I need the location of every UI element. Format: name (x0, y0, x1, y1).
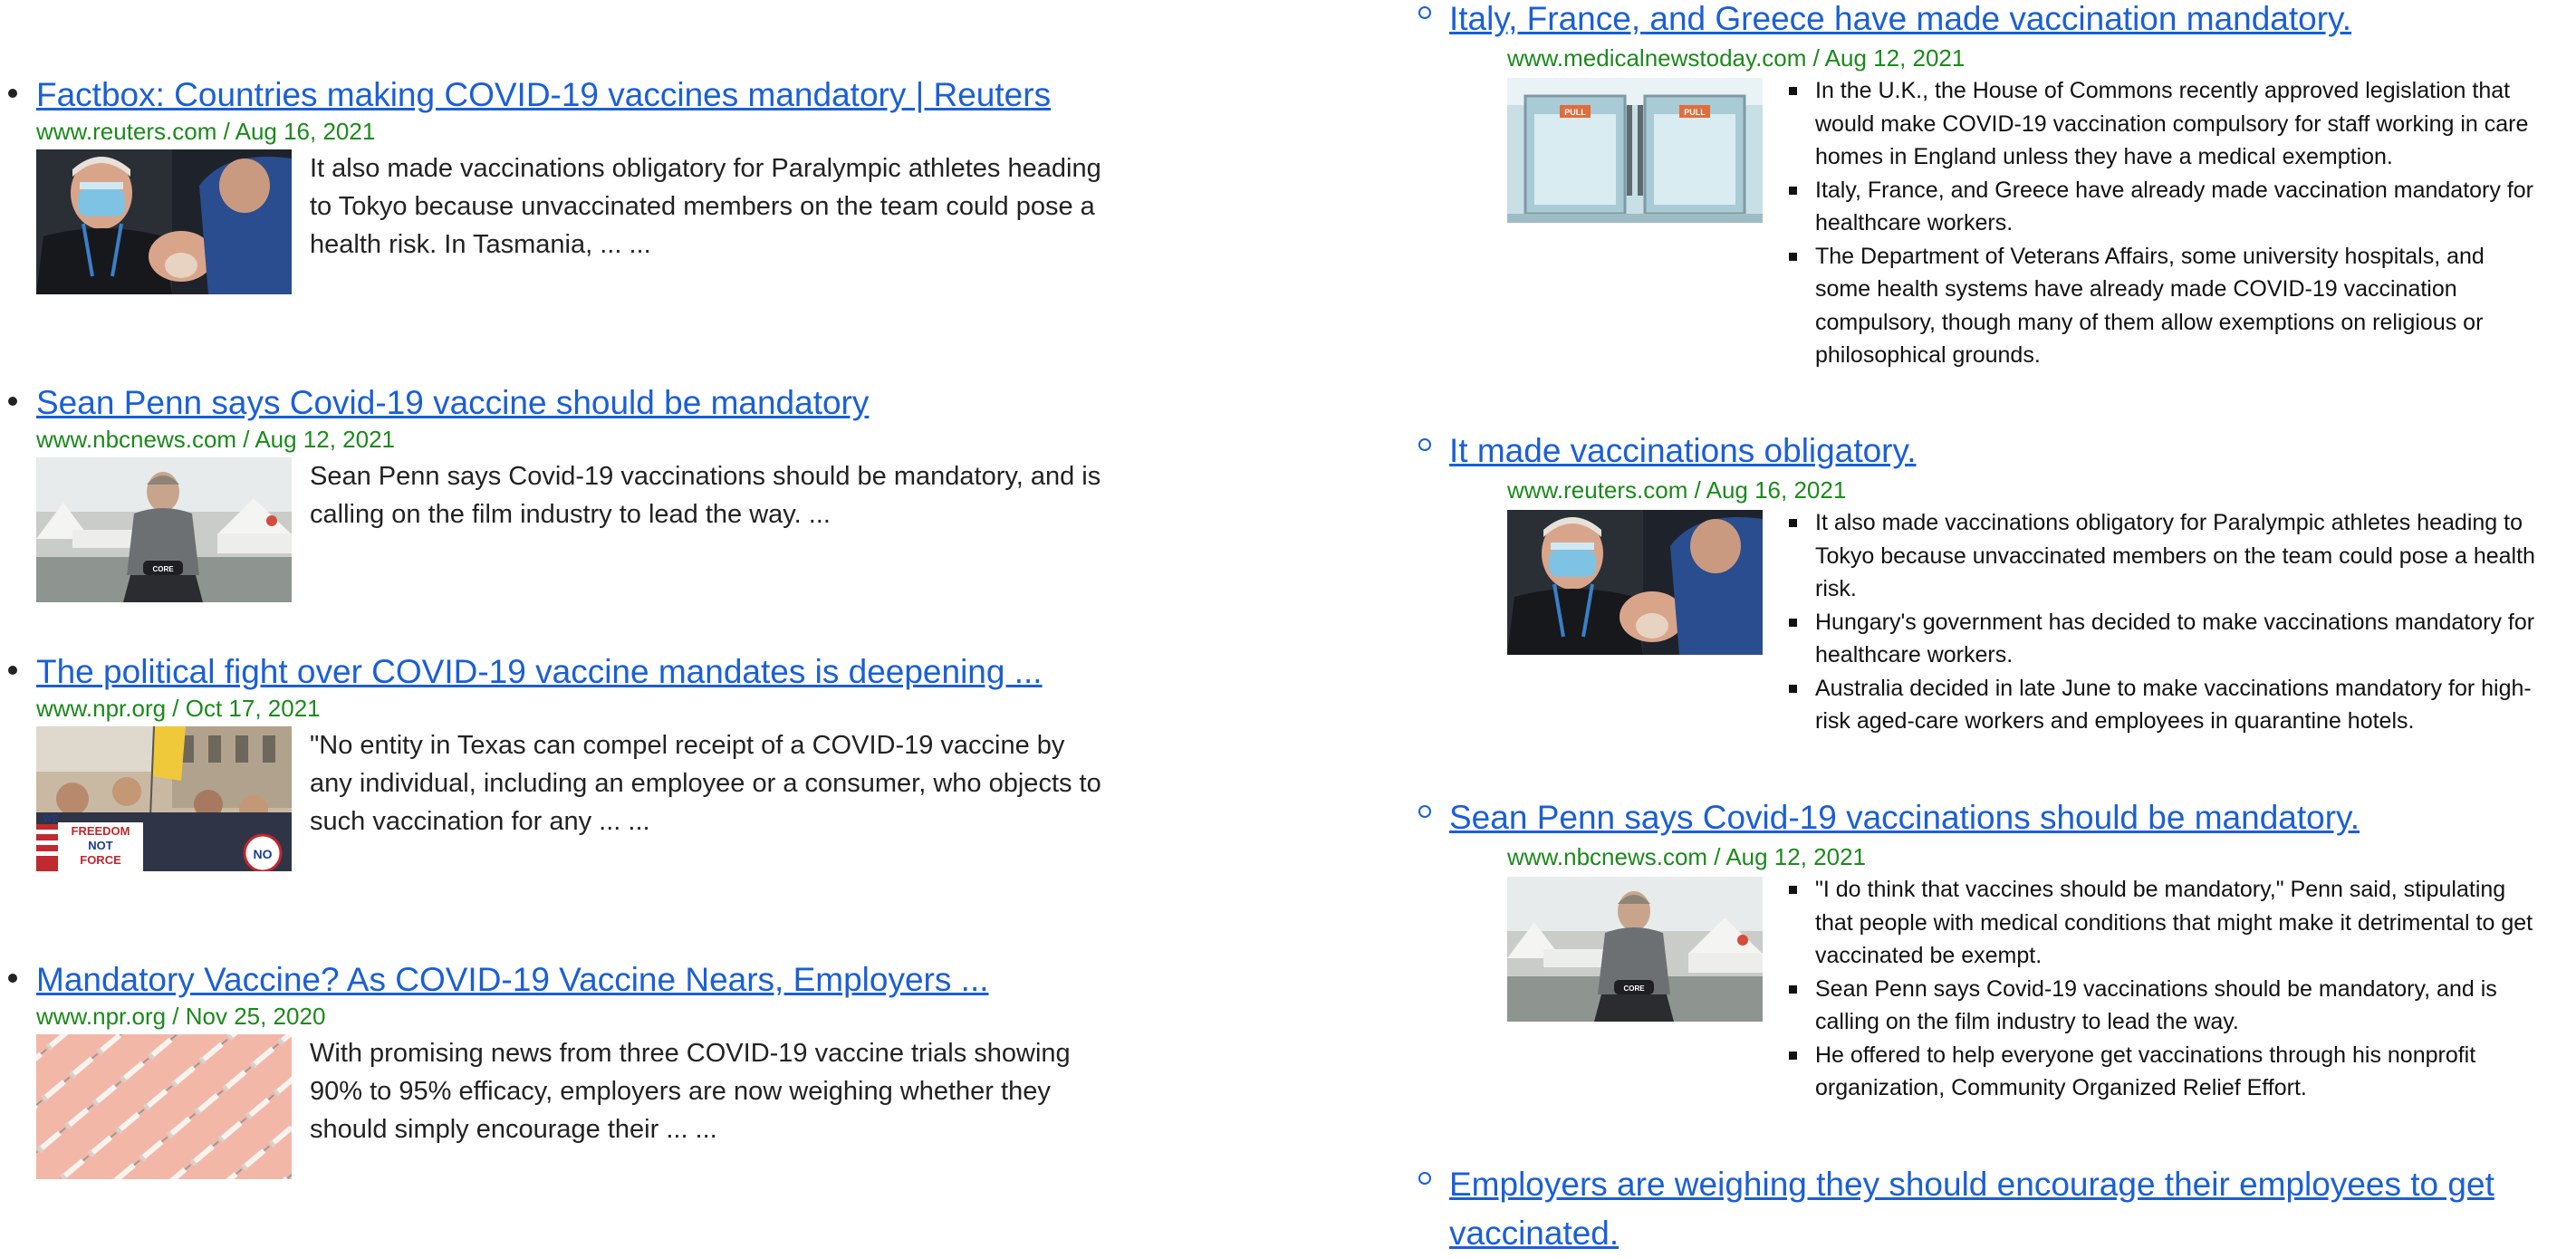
result-item (36, 383, 1214, 602)
summary-bullet: He offered to help everyone get vaccinations through his nonprofit organization, Community Organized Relief Effort. (1815, 1039, 2540, 1105)
result-item (36, 75, 1214, 294)
result-source: www.npr.org / Oct 17, 2021 (36, 695, 321, 722)
sign-text-freedom: FREEDOM (71, 824, 130, 838)
thumbnail-sean-penn-photo[interactable] (36, 457, 292, 602)
summary-item (1449, 0, 2572, 368)
result-source: www.reuters.com / Aug 16, 2021 (36, 118, 376, 145)
summary-item (1449, 427, 2572, 734)
thumbnail-vaccination-photo[interactable] (36, 149, 292, 294)
list-bullet (8, 397, 17, 406)
summary-bullet: Italy, France, and Greece have already made vaccination mandatory for healthcare workers. (1815, 174, 2540, 240)
summary-title-link[interactable]: Sean Penn says Covid-19 vaccinations should be mandatory. (1449, 799, 2360, 836)
sign-text-no: NO (253, 847, 273, 861)
summary-item (1449, 793, 2572, 1100)
summary-item (1449, 1160, 2572, 1258)
list-bullet (8, 974, 17, 983)
result-item (36, 960, 1214, 1179)
thumbnail-vaccination-photo[interactable] (1507, 510, 1763, 655)
sign-text-pull-right: PULL (1684, 108, 1706, 117)
sign-text-pull-left: PULL (1564, 108, 1586, 117)
summary-bullet: "I do think that vaccines should be mandatory," Penn said, stipulating that people with medical conditions that might make it detrimental to get vaccinated be exempt. (1815, 873, 2540, 973)
result-snippet: With promising news from three COVID-19 vaccine trials showing 90% to 95% efficacy, employers are now weighing whether they should simply encourage their ... ... (310, 1039, 1071, 1144)
summary-bullet: The Department of Veterans Affairs, some university hospitals, and some health systems have already made COVID-19 vaccination compulsory, though many of them allow exemptions on religious or philosophical grounds. (1815, 240, 2540, 372)
result-title-link[interactable]: The political fight over COVID-19 vaccine mandates is deepening ... (36, 653, 1043, 690)
result-snippet: "No entity in Texas can compel receipt of a COVID-19 vaccine by any individual, including an employee or a consumer, who objects to such vaccination for any ... ... (310, 731, 1101, 836)
result-snippet: Sean Penn says Covid-19 vaccinations should be mandatory, and is calling on the film industry to lead the way. ... (310, 462, 1101, 529)
result-title-link[interactable]: Sean Penn says Covid-19 vaccine should be mandatory (36, 384, 870, 421)
list-bullet (8, 89, 17, 98)
result-source: www.npr.org / Nov 25, 2020 (36, 1003, 326, 1030)
result-item (36, 652, 1214, 871)
thumbnail-hospital-doors-photo[interactable] (1507, 78, 1763, 223)
sign-text-force: FORCE (80, 853, 121, 867)
summary-bullet: Hungary's government has decided to make vaccinations mandatory for healthcare workers. (1815, 606, 2540, 672)
list-bullet-circle (1418, 6, 1431, 19)
summary-title-link[interactable]: It made vaccinations obligatory. (1449, 432, 1917, 469)
right-results-list (1413, 0, 2576, 1253)
thumbnail-syringes-pattern[interactable] (36, 1034, 292, 1179)
left-results-list (0, 0, 1286, 1253)
summary-bullet: Sean Penn says Covid-19 vaccinations should be mandatory, and is calling on the film industry to lead the way. (1815, 973, 2540, 1039)
list-bullet-circle (1418, 805, 1431, 818)
summary-source: www.reuters.com / Aug 16, 2021 (1507, 476, 1847, 504)
list-bullet-circle (1418, 438, 1431, 451)
sign-text-not: NOT (88, 839, 113, 852)
result-source: www.nbcnews.com / Aug 12, 2021 (36, 426, 396, 453)
summary-source: www.nbcnews.com / Aug 12, 2021 (1507, 843, 1867, 870)
summary-title-link[interactable]: Italy, France, and Greece have made vaccination mandatory. (1449, 0, 2352, 37)
result-title-link[interactable]: Factbox: Countries making COVID-19 vaccines mandatory | Reuters (36, 76, 1052, 113)
cap-text: CORE (1623, 984, 1645, 993)
thumbnail-sean-penn-photo[interactable] (1507, 877, 1763, 1022)
result-title-link[interactable]: Mandatory Vaccine? As COVID-19 Vaccine Nears, Employers ... (36, 961, 989, 998)
list-bullet (8, 666, 17, 675)
summary-bullet: In the U.K., the House of Commons recently approved legislation that would make COVID-19 vaccination compulsory for staff working in care homes in England unless they have a medical exemption. (1815, 74, 2540, 174)
summary-bullet: It also made vaccinations obligatory for Paralympic athletes heading to Tokyo because unvaccinated members on the team could pose a health risk. (1815, 506, 2540, 606)
summary-bullet: Australia decided in late June to make vaccinations mandatory for high-risk aged-care workers and employees in quarantine hotels. (1815, 672, 2540, 738)
list-bullet-circle (1418, 1172, 1431, 1185)
summary-bullet-list (1815, 74, 2540, 372)
summary-source: www.medicalnewstoday.com / Aug 12, 2021 (1507, 44, 1966, 72)
summary-bullet-list (1815, 873, 2540, 1105)
cap-text: CORE (152, 565, 174, 573)
sign-text-we: WE (43, 814, 59, 824)
thumbnail-protest-photo[interactable] (36, 726, 292, 871)
result-snippet: It also made vaccinations obligatory for Paralympic athletes heading to Tokyo because unvaccinated members on the team could pose a health risk. In Tasmania, ... ... (310, 154, 1101, 259)
summary-title-link[interactable]: Employers are weighing they should encourage their employees to get vaccinated. (1449, 1166, 2494, 1252)
summary-bullet-list (1815, 506, 2540, 738)
